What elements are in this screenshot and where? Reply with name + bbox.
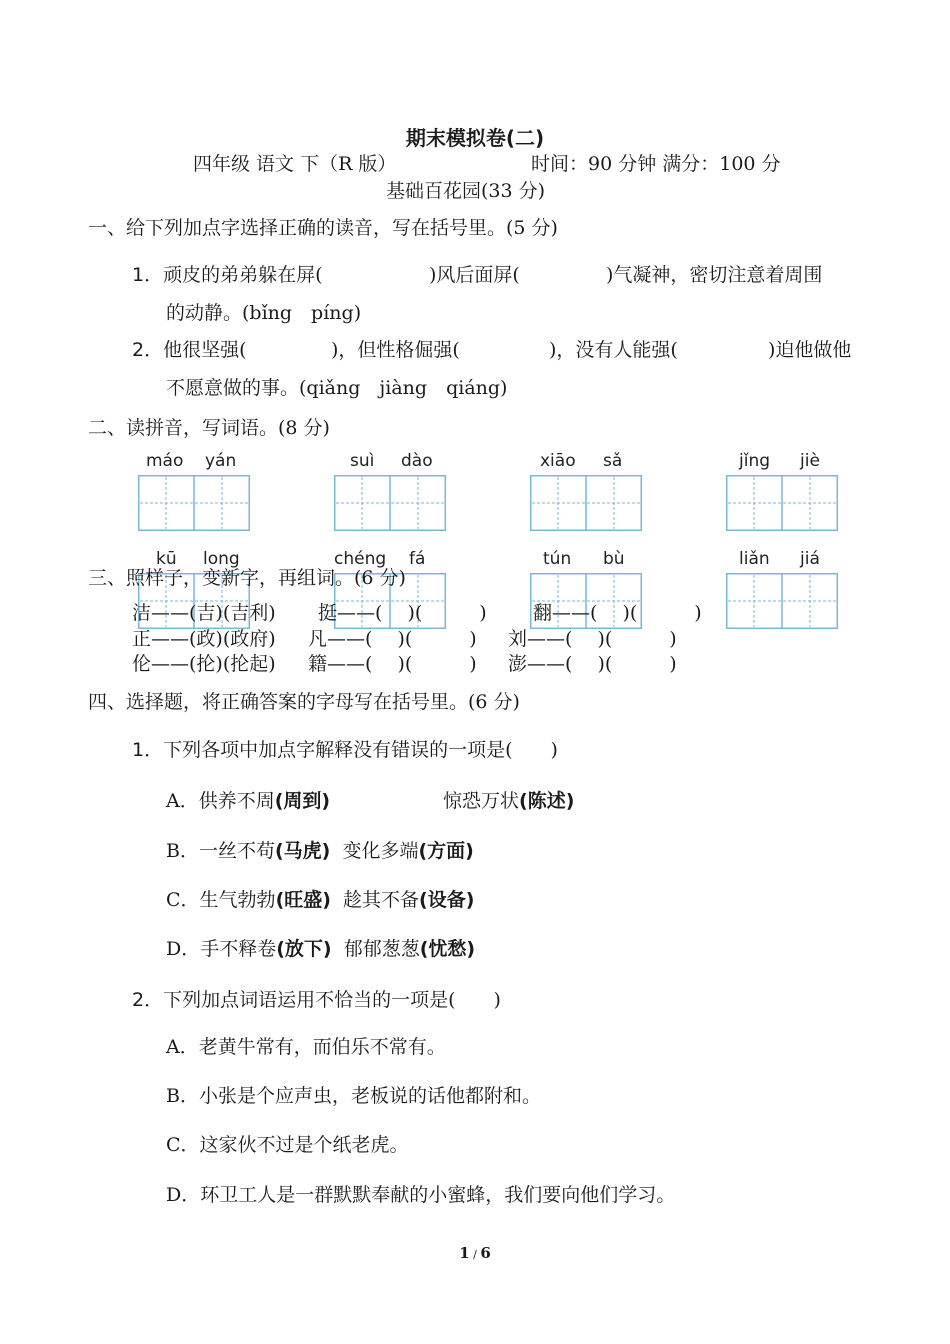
pinyin: chéng (334, 549, 387, 569)
part-label: 基础百花园(33 分) (386, 180, 546, 202)
option-c[interactable]: C．生气勃勃(旺盛) 趁其不备(设备) (166, 889, 475, 911)
fill-item[interactable]: 刘——( )( ) (508, 628, 677, 650)
pinyin: yán (205, 451, 237, 471)
question-number: 2． (132, 989, 164, 1011)
pinyin: jiè (800, 451, 820, 471)
example-line: 正——(政)(政府) (132, 628, 276, 650)
pinyin: liǎn (739, 549, 770, 569)
pinyin: xiāo (540, 451, 576, 471)
question-text: )，但性格倔强( (331, 339, 460, 361)
page-number: 1 / 6 (459, 1244, 491, 1262)
option-b[interactable]: B．小张是个应声虫，老板说的话他都附和。 (166, 1085, 541, 1107)
option-b[interactable]: B．一丝不苟(马虎) 变化多端(方面) (166, 840, 474, 862)
question-text: 他很坚强( (163, 339, 247, 361)
pinyin: tún (543, 549, 572, 569)
writing-grid[interactable] (138, 475, 250, 531)
question-text: 的动静。(bǐng píng) (166, 302, 362, 324)
pinyin: dào (401, 451, 433, 471)
question-text: 下列加点词语运用不恰当的一项是( ) (163, 989, 501, 1011)
fill-item[interactable]: 翻——( )( ) (533, 602, 702, 624)
grade-label: 四年级 语文 下（R 版） (193, 153, 397, 175)
writing-grid[interactable] (334, 475, 446, 531)
question-text: 不愿意做的事。(qiǎng jiàng qiáng) (166, 377, 508, 399)
pinyin: fá (409, 549, 426, 569)
pinyin: máo (146, 451, 184, 471)
option-a-second: 惊恐万状(陈述) (443, 790, 575, 812)
section-3-heading: 三、照样子，变新字，再组词。(6 分) (88, 567, 406, 589)
pinyin: bù (603, 549, 625, 569)
question-number: 2． (132, 339, 164, 361)
pinyin: sǎ (603, 451, 623, 471)
option-a[interactable]: A．老黄牛常有，而伯乐不常有。 (166, 1036, 446, 1058)
writing-grid[interactable] (726, 573, 838, 629)
option-d[interactable]: D．环卫工人是一群默默奉献的小蜜蜂，我们要向他们学习。 (166, 1184, 676, 1206)
pinyin: suì (350, 451, 375, 471)
example-line: 洁——(吉)(吉利) (132, 602, 276, 624)
option-d[interactable]: D．手不释卷(放下) 郁郁葱葱(忧愁) (166, 938, 476, 960)
pinyin: kū (156, 549, 177, 569)
fill-item[interactable]: 挺——( )( ) (318, 602, 487, 624)
time-score-label: 时间：90 分钟 满分：100 分 (531, 153, 781, 175)
question-text: 下列各项中加点字解释没有错误的一项是( ) (163, 739, 558, 761)
grid-cells-icon (726, 573, 838, 629)
page-title: 期末模拟卷(二) (405, 126, 545, 150)
pinyin: jǐng (739, 451, 771, 471)
fill-item[interactable]: 澎——( )( ) (508, 653, 677, 675)
writing-grid[interactable] (530, 475, 642, 531)
writing-grid[interactable] (726, 475, 838, 531)
grid-cells-icon (334, 475, 446, 531)
question-text: 顽皮的弟弟躲在屏( (163, 264, 323, 286)
example-line: 伦——(抡)(抡起) (132, 653, 276, 675)
option-c[interactable]: C．这家伙不过是个纸老虎。 (166, 1134, 409, 1156)
question-number: 1． (132, 264, 164, 286)
section-2-heading: 二、读拼音，写词语。(8 分) (88, 417, 330, 439)
question-number: 1． (132, 739, 164, 761)
pinyin: jiá (800, 549, 820, 569)
grid-cells-icon (530, 475, 642, 531)
question-text: )风后面屏( (429, 264, 520, 286)
section-4-heading: 四、选择题，将正确答案的字母写在括号里。(6 分) (88, 691, 520, 713)
grid-cells-icon (726, 475, 838, 531)
grid-cells-icon (138, 475, 250, 531)
question-text: )气凝神，密切注意着周围 (606, 264, 823, 286)
fill-item[interactable]: 凡——( )( ) (308, 628, 477, 650)
question-text: )，没有人能强( (549, 339, 678, 361)
question-text: )迫他做他 (768, 339, 852, 361)
fill-item[interactable]: 籍——( )( ) (308, 653, 477, 675)
option-a[interactable]: A．供养不周(周到) (166, 790, 331, 812)
section-1-heading: 一、给下列加点字选择正确的读音，写在括号里。(5 分) (88, 217, 558, 239)
pinyin: long (203, 549, 240, 569)
